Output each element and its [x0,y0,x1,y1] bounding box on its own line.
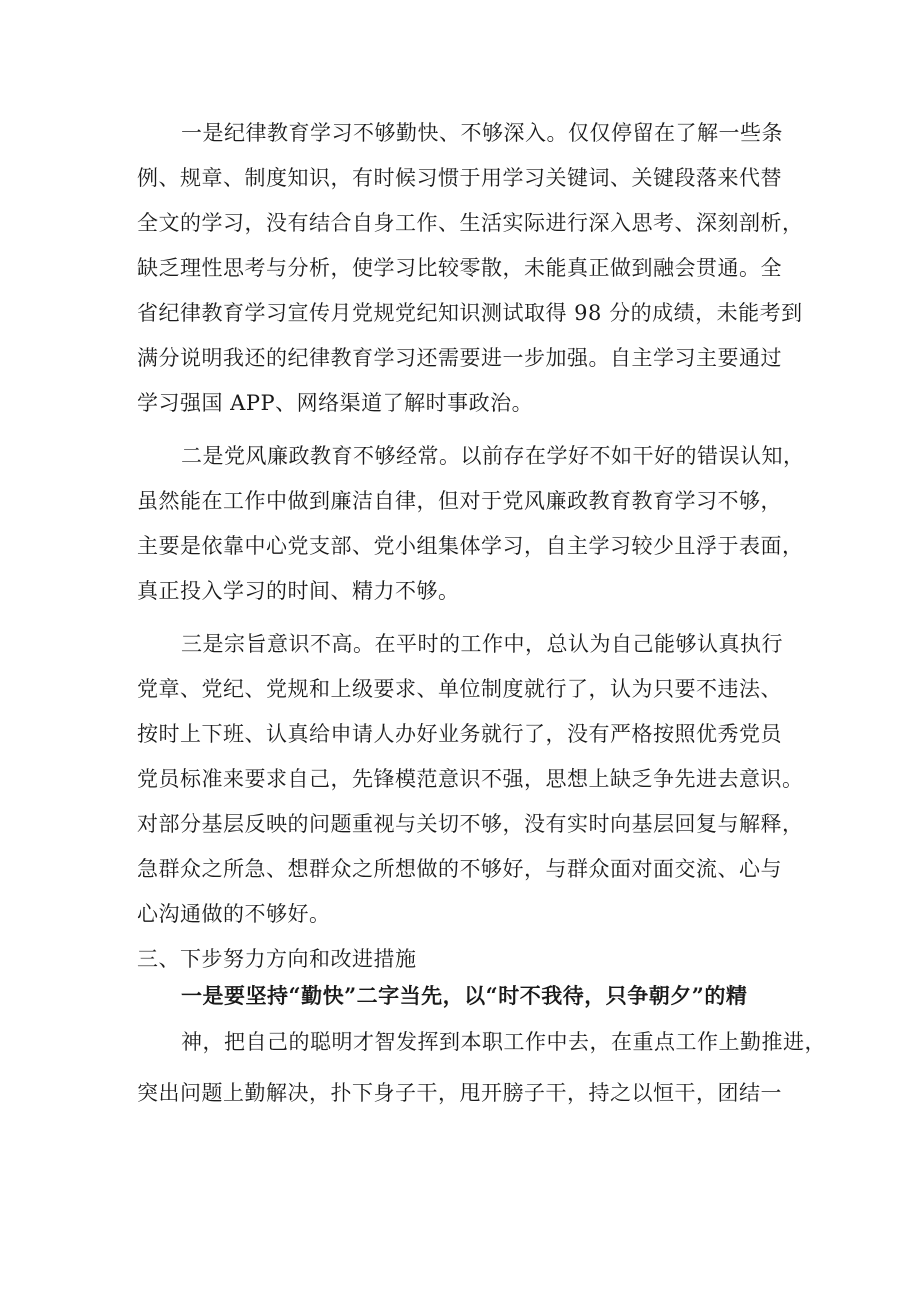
section-heading: 一是要坚持“勤快”二字当先，以“时不我待，只争朝夕”的精 [181,983,748,1008]
paragraph-4-line-2: 突出问题上勤解决，扑下身子干，甩开膀子干，持之以恒干，团结一 [137,1081,782,1105]
paragraph-1-line-5: 省纪律教育学习宣传月党规党纪知识测试取得 98 分的成绩，未能考到 [137,301,803,325]
paragraph-1-line-7: 学习强国 APP、网络渠道了解时事政治。 [137,391,534,415]
paragraph-3-line-2: 党章、党纪、党规和上级要求、单位制度就行了，认为只要不违法、 [137,677,782,701]
paragraph-1-line-1: 一是纪律教育学习不够勤快、不够深入。仅仅停留在了解一些条 [181,121,783,145]
paragraph-2-line-2: 虽然能在工作中做到廉洁自律，但对于党风廉政教育教育学习不够， [137,489,782,513]
paragraph-3-line-1: 三是宗旨意识不高。在平时的工作中，总认为自己能够认真执行 [181,632,783,656]
paragraph-2-line-4: 真正投入学习的时间、精力不够。 [137,579,460,603]
paragraph-1-line-2: 例、规章、制度知识，有时候习惯于用学习关键词、关键段落来代替 [137,166,782,190]
paragraph-3-line-8: 三、下步努力方向和改进措施 [137,947,417,971]
paragraph-4-line-1: 神，把自己的聪明才智发挥到本职工作中去，在重点工作上勤推进， [181,1030,826,1054]
paragraph-3-line-3: 按时上下班、认真给申请人办好业务就行了，没有严格按照优秀党员 [137,722,782,746]
paragraph-1-line-4: 缺乏理性思考与分析，使学习比较零散，未能真正做到融会贯通。全 [137,256,782,280]
paragraph-3-line-4: 党员标准来要求自己，先锋模范意识不强，思想上缺乏争先进去意识。 [137,767,804,791]
paragraph-2-line-3: 主要是依靠中心党支部、党小组集体学习，自主学习较少且浮于表面， [137,534,804,558]
paragraph-3-line-5: 对部分基层反映的问题重视与关切不够，没有实时向基层回复与解释， [137,812,804,836]
paragraph-2-line-1: 二是党风廉政教育不够经常。以前存在学好不如干好的错误认知， [181,444,805,468]
paragraph-1-line-3: 全文的学习，没有结合自身工作、生活实际进行深入思考、深刻剖析， [137,211,804,235]
paragraph-3-line-6: 急群众之所急、想群众之所想做的不够好，与群众面对面交流、心与 [137,857,782,881]
paragraph-1-line-6: 满分说明我还的纪律教育学习还需要进一步加强。自主学习主要通过 [137,346,782,370]
paragraph-3-line-7: 心沟通做的不够好。 [137,902,331,926]
